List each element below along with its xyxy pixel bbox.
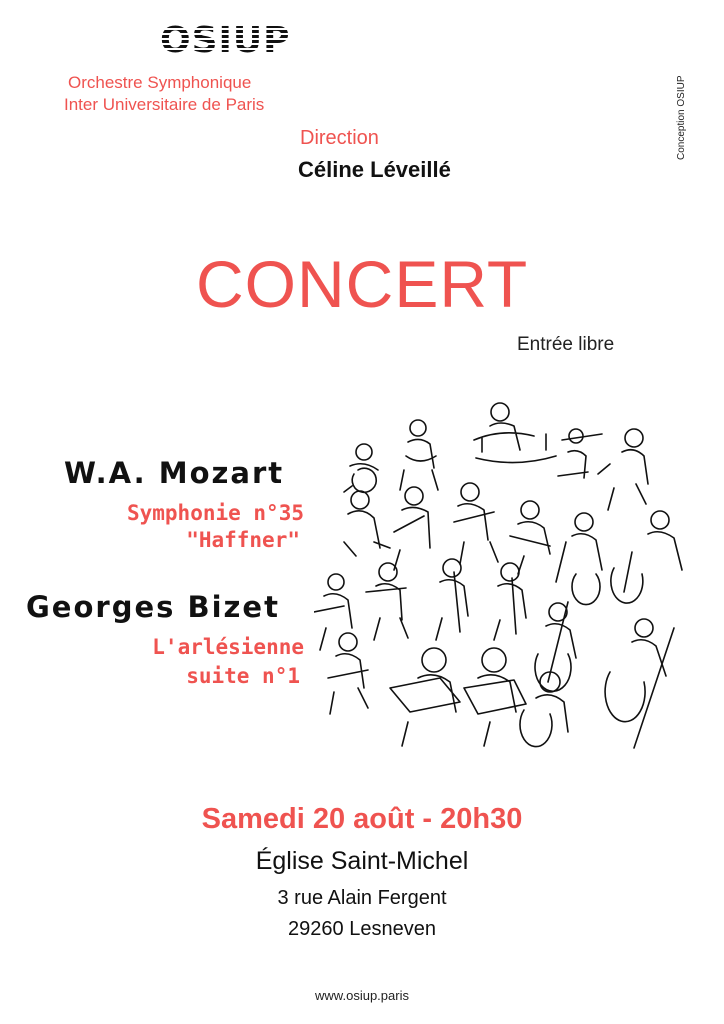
work-bizet-line1: L'arlésienne	[152, 635, 304, 659]
musician-group-lower	[314, 559, 674, 748]
osiup-logo: OSIUP	[160, 20, 291, 61]
org-name-line2: Inter Universitaire de Paris	[64, 95, 265, 114]
work-mozart-line2: "Haffner"	[186, 528, 300, 552]
event-date: Samedi 20 août - 20h30	[201, 803, 523, 835]
composer-bizet: Georges Bizet	[26, 590, 280, 624]
concert-title: CONCERT	[196, 247, 529, 321]
direction-label: Direction	[300, 127, 379, 149]
work-mozart-line1: Symphonie n°35	[126, 501, 304, 525]
venue-name: Église Saint-Michel	[255, 847, 469, 875]
org-name-line1: Orchestre Symphonique	[68, 73, 252, 92]
musician-group-top	[344, 403, 648, 510]
conductor-name: Céline Léveillé	[298, 157, 451, 182]
entry-note: Entrée libre	[517, 334, 615, 355]
design-credit: Conception OSIUP	[676, 75, 687, 160]
website-link[interactable]: www.osiup.paris	[315, 988, 409, 1003]
composer-mozart: W.A. Mozart	[64, 456, 285, 490]
work-bizet-line2: suite n°1	[186, 664, 300, 688]
musician-group-bottom	[328, 633, 568, 747]
address-street: 3 rue Alain Fergent	[277, 887, 447, 909]
address-city: 29260 Lesneven	[288, 918, 436, 940]
orchestra-sketch-illustration	[314, 392, 694, 764]
